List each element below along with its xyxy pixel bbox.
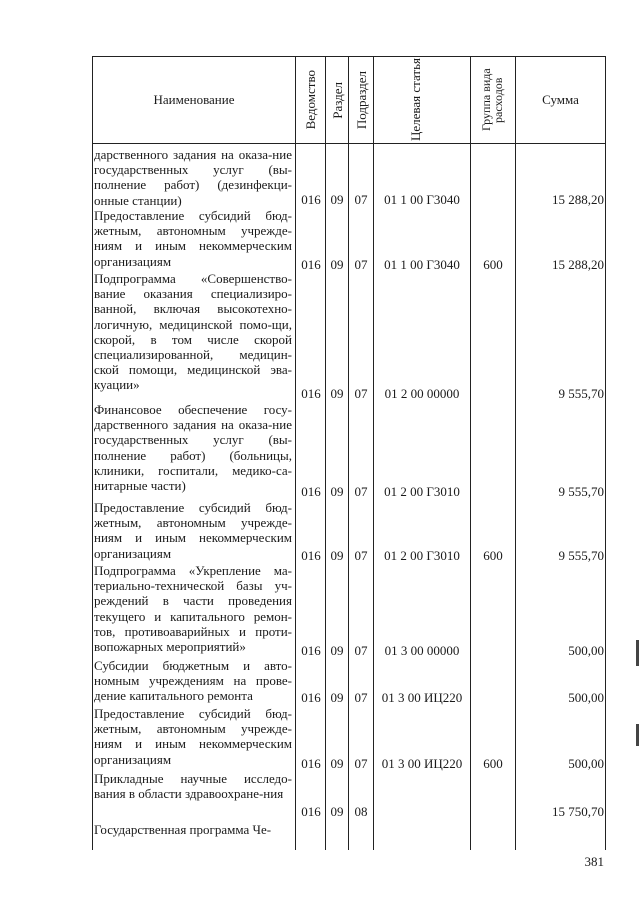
row-subsection: 07 — [354, 484, 368, 499]
row-target-article: 01 1 00 Г3040 — [384, 192, 460, 207]
row-amount: 15 288,20 — [552, 257, 604, 272]
row-section: 09 — [330, 257, 344, 272]
header-target-article: Целевая статья — [408, 58, 423, 142]
row-section: 09 — [330, 756, 344, 771]
row-department: 016 — [301, 257, 321, 272]
col-border-section — [348, 56, 349, 850]
row-section: 09 — [330, 548, 344, 563]
col-border-article — [470, 56, 471, 850]
row-subsection: 07 — [354, 756, 368, 771]
row-name: Государственная программа Че- — [94, 822, 272, 837]
col-border-department — [325, 56, 326, 850]
header-subsection: Подраздел — [353, 70, 369, 130]
row-name: Прикладные научные исследо-вания в области здравоохране-ния — [94, 771, 292, 802]
row-expense-group: 600 — [483, 548, 503, 563]
col-border-subsection — [373, 56, 374, 850]
col-border-name — [295, 56, 296, 850]
row-subsection: 07 — [354, 257, 368, 272]
row-department: 016 — [301, 484, 321, 499]
col-border-right — [605, 56, 606, 850]
header-expense-group: Группа вида расходов — [479, 68, 505, 132]
row-amount: 500,00 — [568, 756, 604, 771]
row-amount: 15 750,70 — [552, 804, 604, 819]
row-expense-group: 600 — [483, 756, 503, 771]
row-target-article: 01 1 00 Г3040 — [384, 257, 460, 272]
row-amount: 500,00 — [568, 643, 604, 658]
row-name: Предоставление субсидий бюд-жетным, автономным учрежде-ниям и иным некоммерческим организациям — [94, 706, 292, 767]
scan-edge-mark — [636, 724, 639, 746]
row-section: 09 — [330, 484, 344, 499]
scan-edge-mark — [636, 640, 639, 666]
row-section: 09 — [330, 643, 344, 658]
row-target-article: 01 2 00 Г3010 — [384, 484, 460, 499]
col-border-left — [92, 56, 93, 850]
header-department: Ведомство — [303, 70, 318, 130]
row-department: 016 — [301, 804, 321, 819]
row-amount: 500,00 — [568, 690, 604, 705]
row-department: 016 — [301, 386, 321, 401]
row-amount: 9 555,70 — [558, 548, 604, 563]
row-subsection: 07 — [354, 643, 368, 658]
row-section: 09 — [330, 386, 344, 401]
row-department: 016 — [301, 192, 321, 207]
row-target-article: 01 3 00 00000 — [384, 643, 460, 658]
row-department: 016 — [301, 643, 321, 658]
row-subsection: 07 — [354, 386, 368, 401]
row-subsection: 08 — [354, 804, 368, 819]
row-department: 016 — [301, 756, 321, 771]
row-amount: 9 555,70 — [558, 386, 604, 401]
row-subsection: 07 — [354, 548, 368, 563]
row-name: дарственного задания на оказа-ние государственных услуг (вы-полнение работ) (дезинфекци-онные станции) — [94, 147, 292, 208]
row-name: Субсидии бюджетным и авто-номным учреждениям на прове-дение капитального ремонта — [94, 658, 292, 704]
header-name: Наименование — [153, 92, 235, 107]
row-department: 016 — [301, 548, 321, 563]
page-number: 381 — [584, 854, 604, 869]
row-amount: 15 288,20 — [552, 192, 604, 207]
row-target-article: 01 2 00 00000 — [384, 386, 460, 401]
col-border-group — [515, 56, 516, 850]
row-subsection: 07 — [354, 192, 368, 207]
row-section: 09 — [330, 690, 344, 705]
row-target-article: 01 2 00 Г3010 — [384, 548, 460, 563]
row-department: 016 — [301, 690, 321, 705]
row-expense-group: 600 — [483, 257, 503, 272]
row-subsection: 07 — [354, 690, 368, 705]
row-name: Подпрограмма «Совершенство-вание оказания специализиро-ванной, включая высокотехно-логичную, медицинской помо-щи, скорой, в том числе скорой специализированной, медицин-ской помощи, медицинской эва-куации» — [94, 271, 292, 393]
header-section: Раздел — [329, 81, 345, 119]
row-name: Финансовое обеспечение госу-дарственного задания на оказа-ние государственных услуг (вы-полнение работ) (больницы, клиники, госпитали, медико-са-нитарные части) — [94, 402, 292, 494]
row-name: Предоставление субсидий бюд-жетным, автономным учрежде-ниям и иным некоммерческим организациям — [94, 500, 292, 561]
row-section: 09 — [330, 192, 344, 207]
row-target-article: 01 3 00 ИЦ220 — [381, 690, 463, 705]
row-name: Подпрограмма «Укрепление ма-териально-технической базы уч-реждений в части проведения текущего и капитального ремон-тов, противоаварийных и проти-вопожарных мероприятий» — [94, 563, 292, 655]
row-amount: 9 555,70 — [558, 484, 604, 499]
row-section: 09 — [330, 804, 344, 819]
header-amount: Сумма — [542, 92, 579, 107]
row-name: Предоставление субсидий бюд-жетным, автономным учрежде-ниям и иным некоммерческим организациям — [94, 208, 292, 269]
row-target-article: 01 3 00 ИЦ220 — [381, 756, 463, 771]
